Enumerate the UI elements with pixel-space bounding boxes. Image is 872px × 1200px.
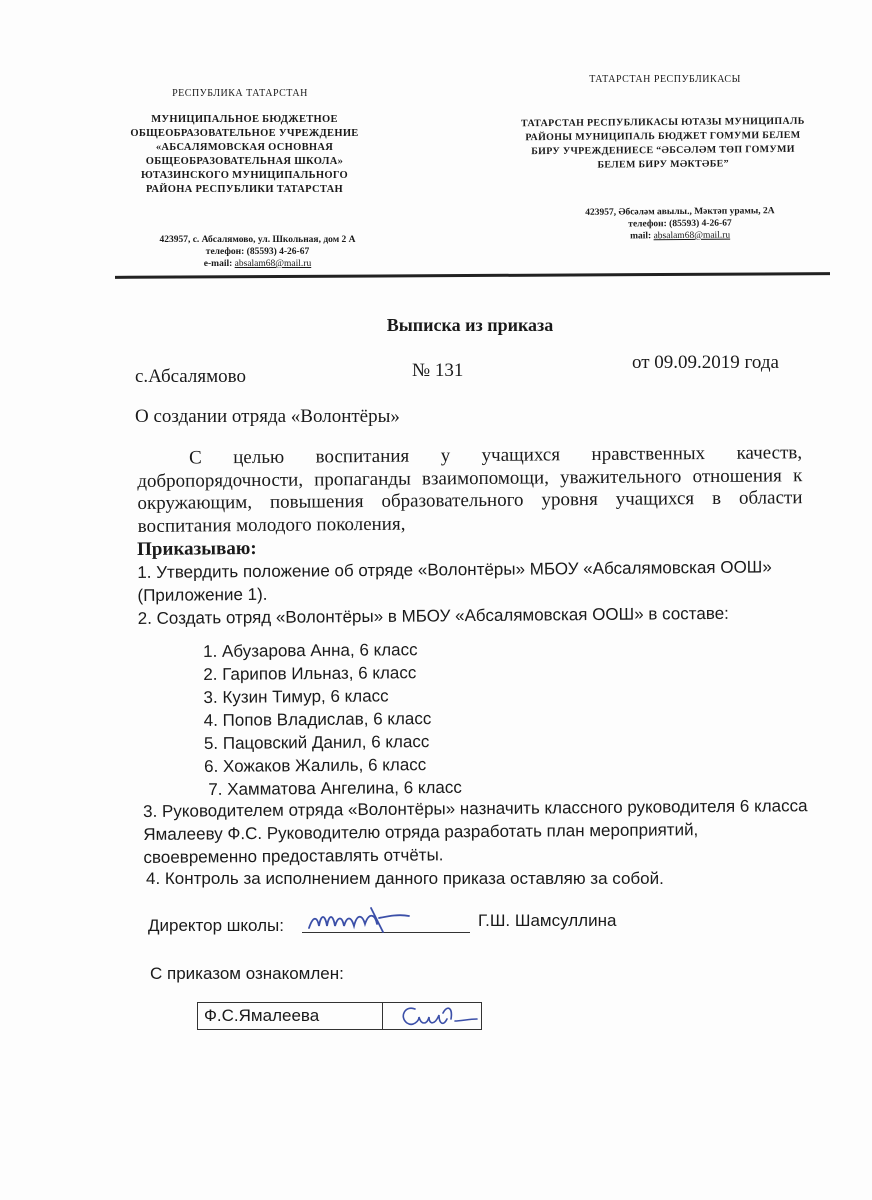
org-line: ТАТАРСТАН РЕСПУБЛИКАСЫ ЮТАЗЫ МУНИЦИПАЛЬ (520, 115, 805, 130)
ack-table (197, 1002, 482, 1030)
order-word: Приказываю: (137, 537, 257, 560)
list-item: 5. Пацовский Данил, 6 класс (203, 732, 430, 753)
email-link[interactable]: absalam68@mail.ru (234, 259, 312, 269)
order-item-1: 1. Утвердить положение об отряде «Волонтёры» МБОУ «Абсалямовская ООШ» (Приложение 1). (137, 557, 772, 605)
director-signature-icon (305, 902, 415, 936)
header-left-contacts (115, 234, 400, 270)
org-line: МУНИЦИПАЛЬНОЕ БЮДЖЕТНОЕ (151, 114, 338, 125)
doc-place: с.Абсалямово (135, 366, 246, 387)
org-line: РАЙОНА РЕСПУБЛИКИ ТАТАРСТАН (146, 184, 343, 195)
header-left-org (92, 113, 397, 197)
org-line: БЕЛЕМ БИРУ МӘКТӘБЕ” (597, 158, 729, 171)
ack-name: Ф.С.Ямалеева (198, 1003, 383, 1030)
doc-number: № 131 (412, 360, 464, 381)
org-line: ОБЩЕОБРАЗОВАТЕЛЬНАЯ ШКОЛА» (145, 156, 344, 167)
list-item: 2. Гарипов Ильназ, 6 класс (203, 663, 417, 684)
doc-date: от 09.09.2019 года (632, 352, 779, 373)
address: 423957, Әбсәләм авылы., Мәктәп урамы, 2А (585, 206, 775, 218)
header-left-republic: РЕСПУБЛИКА ТАТАРСТАН (172, 88, 308, 99)
list-item: 6. Хожаков Жалиль, 6 класс (204, 755, 427, 776)
members-list (203, 637, 544, 801)
email-label: e-mail: (203, 259, 235, 269)
header-divider (115, 272, 830, 279)
header-right-republic: ТАТАРСТАН РЕСПУБЛИКАСЫ (589, 74, 741, 85)
doc-preamble: С целью воспитания у учащихся нравственных качеств, добропорядочности, пропаганды взаимопомощи, уважительного отношения к окружающим, повышения образовательного уровня учащихся в области воспитания молодого поколения, (137, 442, 803, 537)
email-line (115, 258, 400, 270)
org-line: БИРУ УЧРЕЖДЕНИЕСЕ “ӘБСӘЛӘМ ТӨП ГОМУМИ (531, 143, 795, 158)
doc-subject: О создании отряда «Волонтёры» (135, 406, 400, 427)
list-item: 3. Кузин Тимур, 6 класс (203, 686, 389, 707)
ack-label: С приказом ознакомлен: (150, 964, 344, 983)
order-body (137, 532, 818, 630)
director-name: Г.Ш. Шамсуллина (478, 911, 617, 930)
phone: телефон: (85593) 4-26-67 (205, 247, 310, 257)
list-item: 7. Хамматова Ангелина, 6 класс (208, 777, 462, 799)
email-line (540, 229, 820, 243)
phone: телефон: (85593) 4-26-67 (628, 218, 732, 230)
order-item-4: 4. Контроль за исполнением данного приказа оставляю за собой. (146, 869, 664, 888)
header-right-org (488, 114, 838, 173)
email-link[interactable]: absalam68@mail.ru (653, 230, 731, 242)
org-line: ЮТАЗИНСКОГО МУНИЦИПАЛЬНОГО (140, 170, 349, 181)
table-row (198, 1003, 482, 1030)
list-item: 1. Абузарова Анна, 6 класс (203, 640, 418, 661)
email-label: mail: (630, 231, 654, 242)
doc-title: Выписка из приказа (386, 315, 554, 335)
org-line: «АБСАЛЯМОВСКАЯ ОСНОВНАЯ (155, 142, 334, 153)
director-label: Директор школы: (148, 916, 284, 935)
order-item-3: 3. Руководителем отряда «Волонтёры» назначить классного руководителя 6 класса Ямалееву Ф.С. Руководителю отряда разработать план мероприятий, своевременно предоставлять отчёты. (143, 796, 808, 867)
address: 423957, с. Абсалямово, ул. Школьная, дом 2 А (159, 235, 356, 245)
org-line: ОБЩЕОБРАЗОВАТЕЛЬНОЕ УЧРЕЖДЕНИЕ (130, 128, 359, 139)
header-right-contacts (540, 205, 820, 243)
list-item: 4. Попов Владислав, 6 класс (203, 709, 432, 730)
org-line: РАЙОНЫ МУНИЦИПАЛЬ БЮДЖЕТ ГОМУМИ БЕЛЕМ (525, 129, 801, 144)
ack-signature-cell (383, 1003, 482, 1030)
order-item-2: 2. Создать отряд «Волонтёры» в МБОУ «Абсалямовская ООШ» в составе: (137, 603, 729, 628)
ack-signature-icon (395, 999, 481, 1033)
